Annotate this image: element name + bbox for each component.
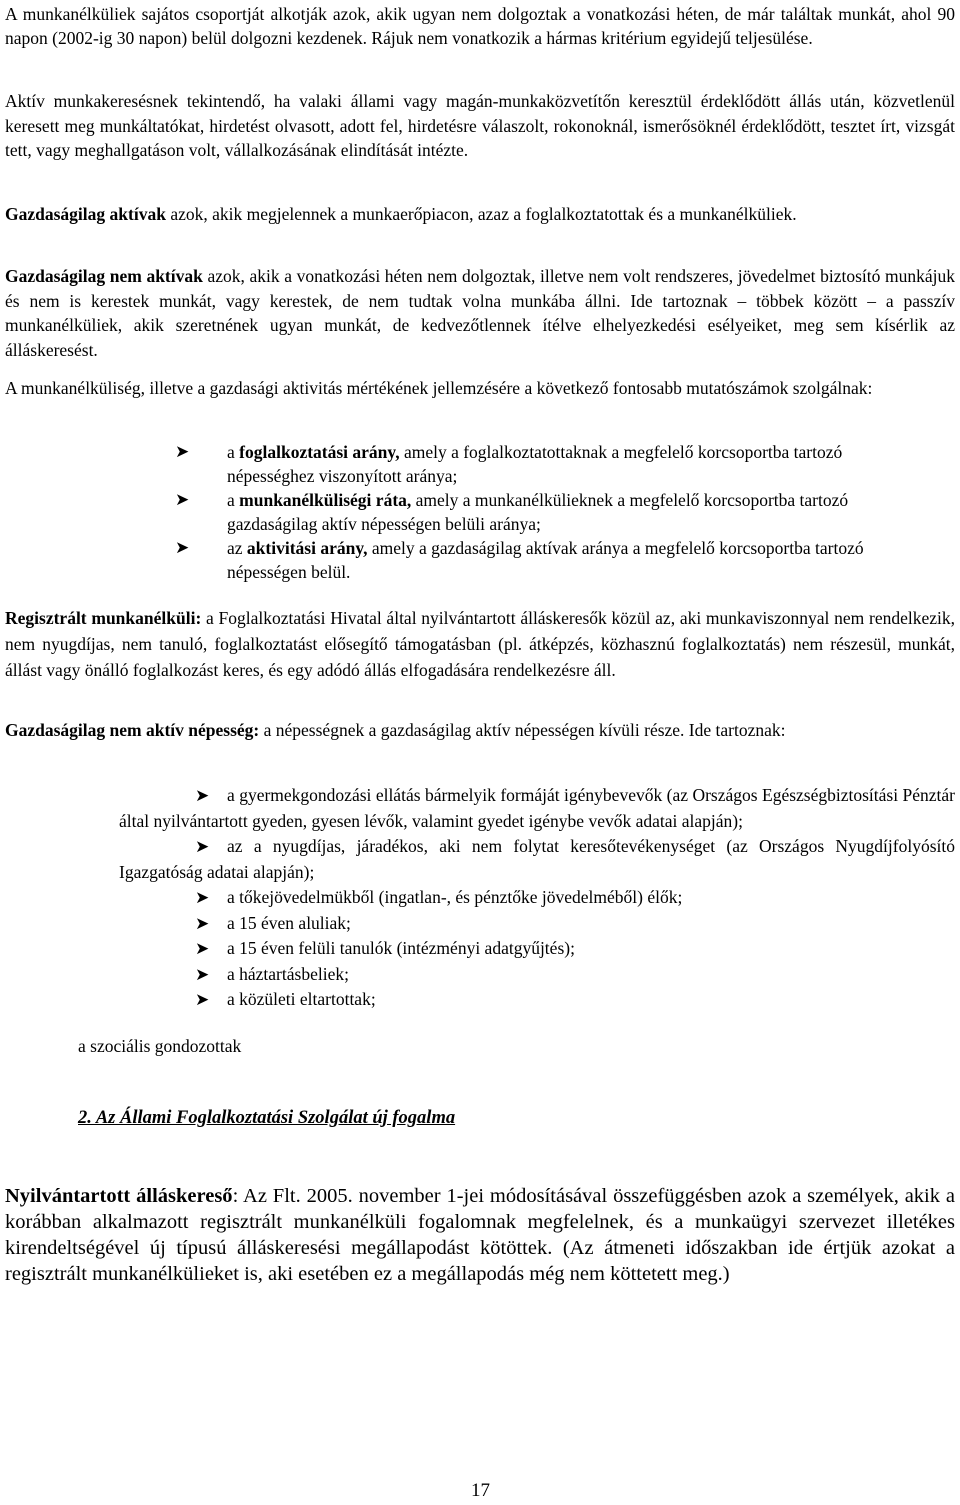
paragraph-economically-active [5, 202, 955, 226]
list-item-text: a közületi eltartottak; [227, 989, 376, 1009]
paragraph-registered-jobseeker [5, 1183, 955, 1287]
list-item [119, 987, 955, 1013]
list-item-text: a 15 éven felüli tanulók (intézményi adatgyűjtés); [227, 938, 575, 958]
term-registered-jobseeker: Nyilvántartott álláskereső [5, 1185, 233, 1207]
list-trailing-item: a szociális gondozottak [78, 1036, 242, 1056]
list-item [119, 936, 955, 962]
arrowhead-bullet-icon: ➤ [195, 888, 210, 907]
paragraph-registered-unemployed [5, 605, 955, 683]
list-item-text: a tőkejövedelmükből (ingatlan-, és pénztőke jövedelméből) élők; [227, 887, 683, 907]
arrowhead-bullet-icon: ➤ [195, 913, 210, 933]
definition-text: a népességnek a gazdaságilag aktív népességen kívüli része. Ide tartoznak: [259, 720, 786, 740]
definition-text: azok, akik megjelennek a munkaerőpiacon, azaz a foglalkoztatottak és a munkanélküliek. [165, 204, 797, 224]
list-item [119, 911, 955, 937]
list-item [119, 962, 955, 988]
paragraph-indicators-intro: A munkanélküliség, illetve a gazdasági aktivitás mértékének jellemzésére a következő fontosabb mutatószámok szolgálnak: [5, 378, 873, 398]
arrowhead-bullet-icon: ➤ [195, 990, 210, 1009]
list-item [119, 885, 955, 911]
indicator-list [175, 440, 875, 584]
arrowhead-bullet-icon: ➤ [195, 786, 210, 805]
arrowhead-bullet-icon: ➤ [175, 442, 190, 461]
list-item-prefix: a [227, 442, 240, 462]
section-heading: 2. Az Állami Foglalkoztatási Szolgálat új fogalma [78, 1108, 456, 1128]
list-item-text: amely a munkanélkülieknek a megfelelő korcsoportba tartozó gazdaságilag aktív népességen belüli aránya; [227, 490, 849, 534]
list-item-text: az a nyugdíjas, járadékos, aki nem folytat keresőtevékenységet (az Országos Nyugdíjfolyósító Igazgatóság adatai alapján); [119, 836, 955, 882]
list-item-text: a háztartásbeliek; [227, 963, 349, 984]
paragraph-1: A munkanélküliek sajátos csoportját alkotják azok, akik ugyan nem dolgoztak a vonatkozási héten, de már találtak munkát, ahol 90 napon (2002-ig 30 napon) belül dolgozni kezdenek. Rájuk nem vonatkozik a hármas kritérium egyidejű teljesülése. [5, 4, 955, 48]
list-item [175, 488, 875, 536]
arrowhead-bullet-icon: ➤ [175, 538, 190, 557]
list-item-term: foglalkoztatási arány, [239, 442, 400, 462]
arrowhead-bullet-icon: ➤ [175, 490, 190, 509]
term-registered-unemployed: Regisztrált munkanélküli: [5, 608, 202, 628]
list-item-text: amely a foglalkoztatottaknak a megfelelő korcsoportba tartozó népességhez viszonyított aránya; [227, 442, 843, 486]
arrowhead-bullet-icon: ➤ [195, 939, 210, 958]
term-inactive-population: Gazdaságilag nem aktív népesség: [5, 720, 260, 740]
list-item-text: a gyermekgondozási ellátás bármelyik formáját igénybevevők (az Országos Egészségbiztosítási Pénztár által nyilvántartott gyeden, gyesen lévők, valamint gyedet igénybe vevők adatai alapján); [119, 785, 955, 831]
arrowhead-bullet-icon: ➤ [195, 837, 210, 856]
list-item-term: munkanélküliségi ráta, [239, 490, 412, 510]
term-economically-active: Gazdaságilag aktívak [5, 204, 166, 224]
paragraph-inactive-population [5, 718, 955, 744]
list-item [175, 536, 875, 584]
definition-text: : Az Flt. 2005. november 1-jei módosításával összefüggésben azok a személyek, akik a korábban alkalmazott regisztrált munkanélküli fogalomnak megfelelnek, és a munkaügyi szervezet illetékes kirendeltségével új típusú álláskeresési megállapodást kötöttek. (Az átmeneti időszakban ide értjük azokat a regisztrált munkanélkülieket is, aki esetében ez a megállapodás még nem köttetett meg.) [5, 1185, 955, 1285]
paragraph-economically-inactive [5, 264, 955, 362]
list-item-term: aktivitási arány, [246, 538, 368, 558]
paragraph-active-job-search: Aktív munkakeresésnek tekintendő, ha valaki állami vagy magán-munkaközvetítőn keresztül érdeklődött állás után, közvetlenül keresett meg munkáltatókat, hirdetést olvasott, adott fel, hirdetésre válaszolt, rokonoknál, ismerősöknél érdeklődött, tesztet írt, vizsgát tett, vagy meghallgatáson volt, vállalkozásának elindítását intézte. [5, 91, 955, 160]
list-item [119, 834, 955, 885]
definition-text: azok, akik a vonatkozási héten nem dolgoztak, illetve nem volt rendszeres, jövedelmet biztosító munkájuk és nem is kerestek munkát, vagy kerestek, de nem tudtak volna munkába állni. Ide tartoznak – többek között – a passzív munkanélküliek, akik szeretnének ugyan munkát, de kedvezőtlennek ítélve elhelyezkedési esélyeiket, meg sem kísérlik az álláskeresést. [5, 266, 955, 360]
list-item [175, 440, 875, 488]
inactive-population-list [119, 783, 955, 1013]
list-item [119, 783, 955, 834]
list-item-prefix: a [227, 490, 240, 510]
list-item-prefix: az [227, 538, 247, 558]
page-number: 17 [471, 1480, 490, 1501]
definition-text: a Foglalkoztatási Hivatal által nyilvántartott álláskeresők közül az, aki munkaviszonnyal nem rendelkezik, nem nyugdíjas, nem tanuló, foglalkoztatást elősegítő támogatásban (pl. átképzés, közhasznú foglalkoztatás) nem részesül, munkát, állást vagy önálló foglalkozást keres, és egy adódó állás elfogadására rendelkezésre áll. [5, 608, 955, 680]
term-economically-inactive: Gazdaságilag nem aktívak [5, 266, 203, 286]
list-item-text: a 15 éven aluliak; [227, 912, 351, 933]
list-item-text: amely a gazdaságilag aktívak aránya a megfelelő korcsoportba tartozó népességen belül. [227, 538, 864, 582]
arrowhead-bullet-icon: ➤ [195, 964, 210, 984]
